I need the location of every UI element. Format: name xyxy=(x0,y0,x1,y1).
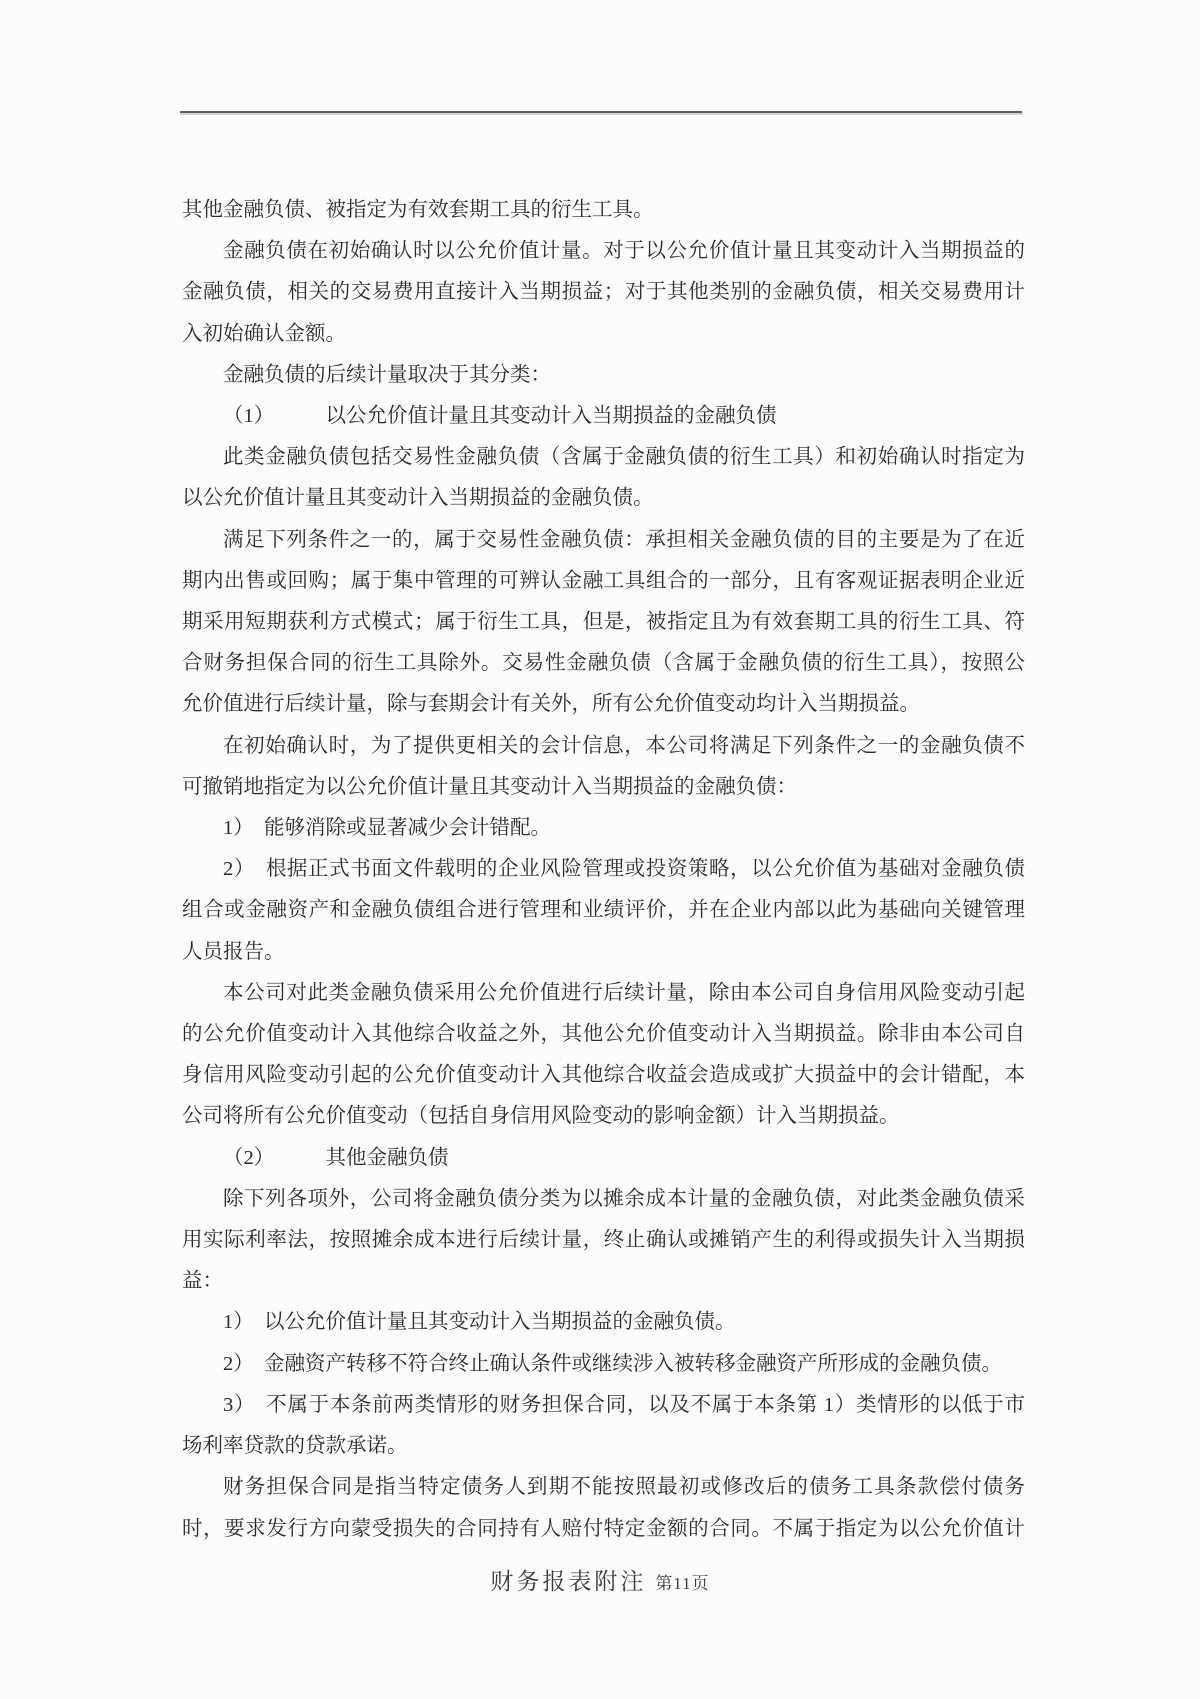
text-line: 1） 以公允价值计量且其变动计入当期损益的金融负债。 xyxy=(223,1311,736,1334)
text-line: 益： xyxy=(182,1270,223,1293)
text-line: 满足下列条件之一的，属于交易性金融负债：承担相关金融负债的目的主要是为了在近 xyxy=(223,528,1025,551)
text-line: 入初始确认金额。 xyxy=(182,322,346,345)
text-line: 2） 根据正式书面文件载明的企业风险管理或投资策略，以公允价值为基础对金融负债 xyxy=(223,858,1025,881)
text-line: 公司将所有公允价值变动（包括自身信用风险变动的影响金额）计入当期损益。 xyxy=(182,1105,900,1128)
text-line: 除下列各项外，公司将金融负债分类为以摊余成本计量的金融负债，对此类金融负债采 xyxy=(223,1187,1025,1210)
text-line: 的公允价值变动计入其他综合收益之外，其他公允价值变动计入当期损益。除非由本公司自 xyxy=(182,1023,1025,1046)
text-line: 允价值进行后续计量，除与套期会计有关外，所有公允价值变动均计入当期损益。 xyxy=(182,693,920,716)
text-line: 期采用短期获利方式模式；属于衍生工具，但是，被指定且为有效套期工具的衍生工具、符 xyxy=(182,611,1025,634)
document-body xyxy=(182,190,1025,1550)
text-line: 在初始确认时，为了提供更相关的会计信息，本公司将满足下列条件之一的金融负债不 xyxy=(223,734,1025,757)
text-line: 可撤销地指定为以公允价值计量且其变动计入当期损益的金融负债： xyxy=(182,775,797,798)
text-line: （1） 以公允价值计量且其变动计入当期损益的金融负债 xyxy=(223,405,777,428)
text-line: （2） 其他金融负债 xyxy=(223,1146,449,1169)
text-line: 人员报告。 xyxy=(182,940,285,963)
text-line: 财务担保合同是指当特定债务人到期不能按照最初或修改后的债务工具条款偿付债务 xyxy=(223,1476,1025,1499)
text-line: 场利率贷款的贷款承诺。 xyxy=(182,1435,408,1458)
text-line: 3） 不属于本条前两类情形的财务担保合同，以及不属于本条第 1）类情形的以低于市 xyxy=(223,1393,1025,1416)
text-line: 组合或金融资产和金融负债组合进行管理和业绩评价，并在企业内部以此为基础向关键管理 xyxy=(182,899,1025,922)
header-rule xyxy=(180,111,1022,113)
text-line: 1） 能够消除或显著减少会计错配。 xyxy=(223,817,551,840)
page-footer xyxy=(0,1563,1200,1596)
text-line: 金融负债在初始确认时以公允价值计量。对于以公允价值计量且其变动计入当期损益的 xyxy=(223,240,1025,263)
text-line: 用实际利率法，按照摊余成本进行后续计量，终止确认或摊销产生的利得或损失计入当期损 xyxy=(182,1229,1025,1252)
footer-title: 财务报表附注 xyxy=(490,1569,647,1594)
text-line: 金融负债的后续计量取决于其分类： xyxy=(223,363,551,386)
text-line: 此类金融负债包括交易性金融负债（含属于金融负债的衍生工具）和初始确认时指定为 xyxy=(223,446,1025,469)
text-line: 时，要求发行方向蒙受损失的合同持有人赔付特定金额的合同。不属于指定为以公允价值计 xyxy=(182,1517,1025,1540)
text-line: 2） 金融资产转移不符合终止确认条件或继续涉入被转移金融资产所形成的金融负债。 xyxy=(223,1352,1002,1375)
text-line: 期内出售或回购；属于集中管理的可辨认金融工具组合的一部分，且有客观证据表明企业近 xyxy=(182,569,1025,592)
text-line: 本公司对此类金融负债采用公允价值进行后续计量，除由本公司自身信用风险变动引起 xyxy=(223,981,1025,1004)
text-line: 身信用风险变动引起的公允价值变动计入其他综合收益会造成或扩大损益中的会计错配，本 xyxy=(182,1064,1025,1087)
text-line: 金融负债，相关的交易费用直接计入当期损益；对于其他类别的金融负债，相关交易费用计 xyxy=(182,281,1025,304)
text-line: 以公允价值计量且其变动计入当期损益的金融负债。 xyxy=(182,487,654,510)
text-line: 合财务担保合同的衍生工具除外。交易性金融负债（含属于金融负债的衍生工具），按照公 xyxy=(182,652,1025,675)
text-line: 其他金融负债、被指定为有效套期工具的衍生工具。 xyxy=(182,199,654,221)
footer-page-number: 第11页 xyxy=(655,1574,710,1593)
